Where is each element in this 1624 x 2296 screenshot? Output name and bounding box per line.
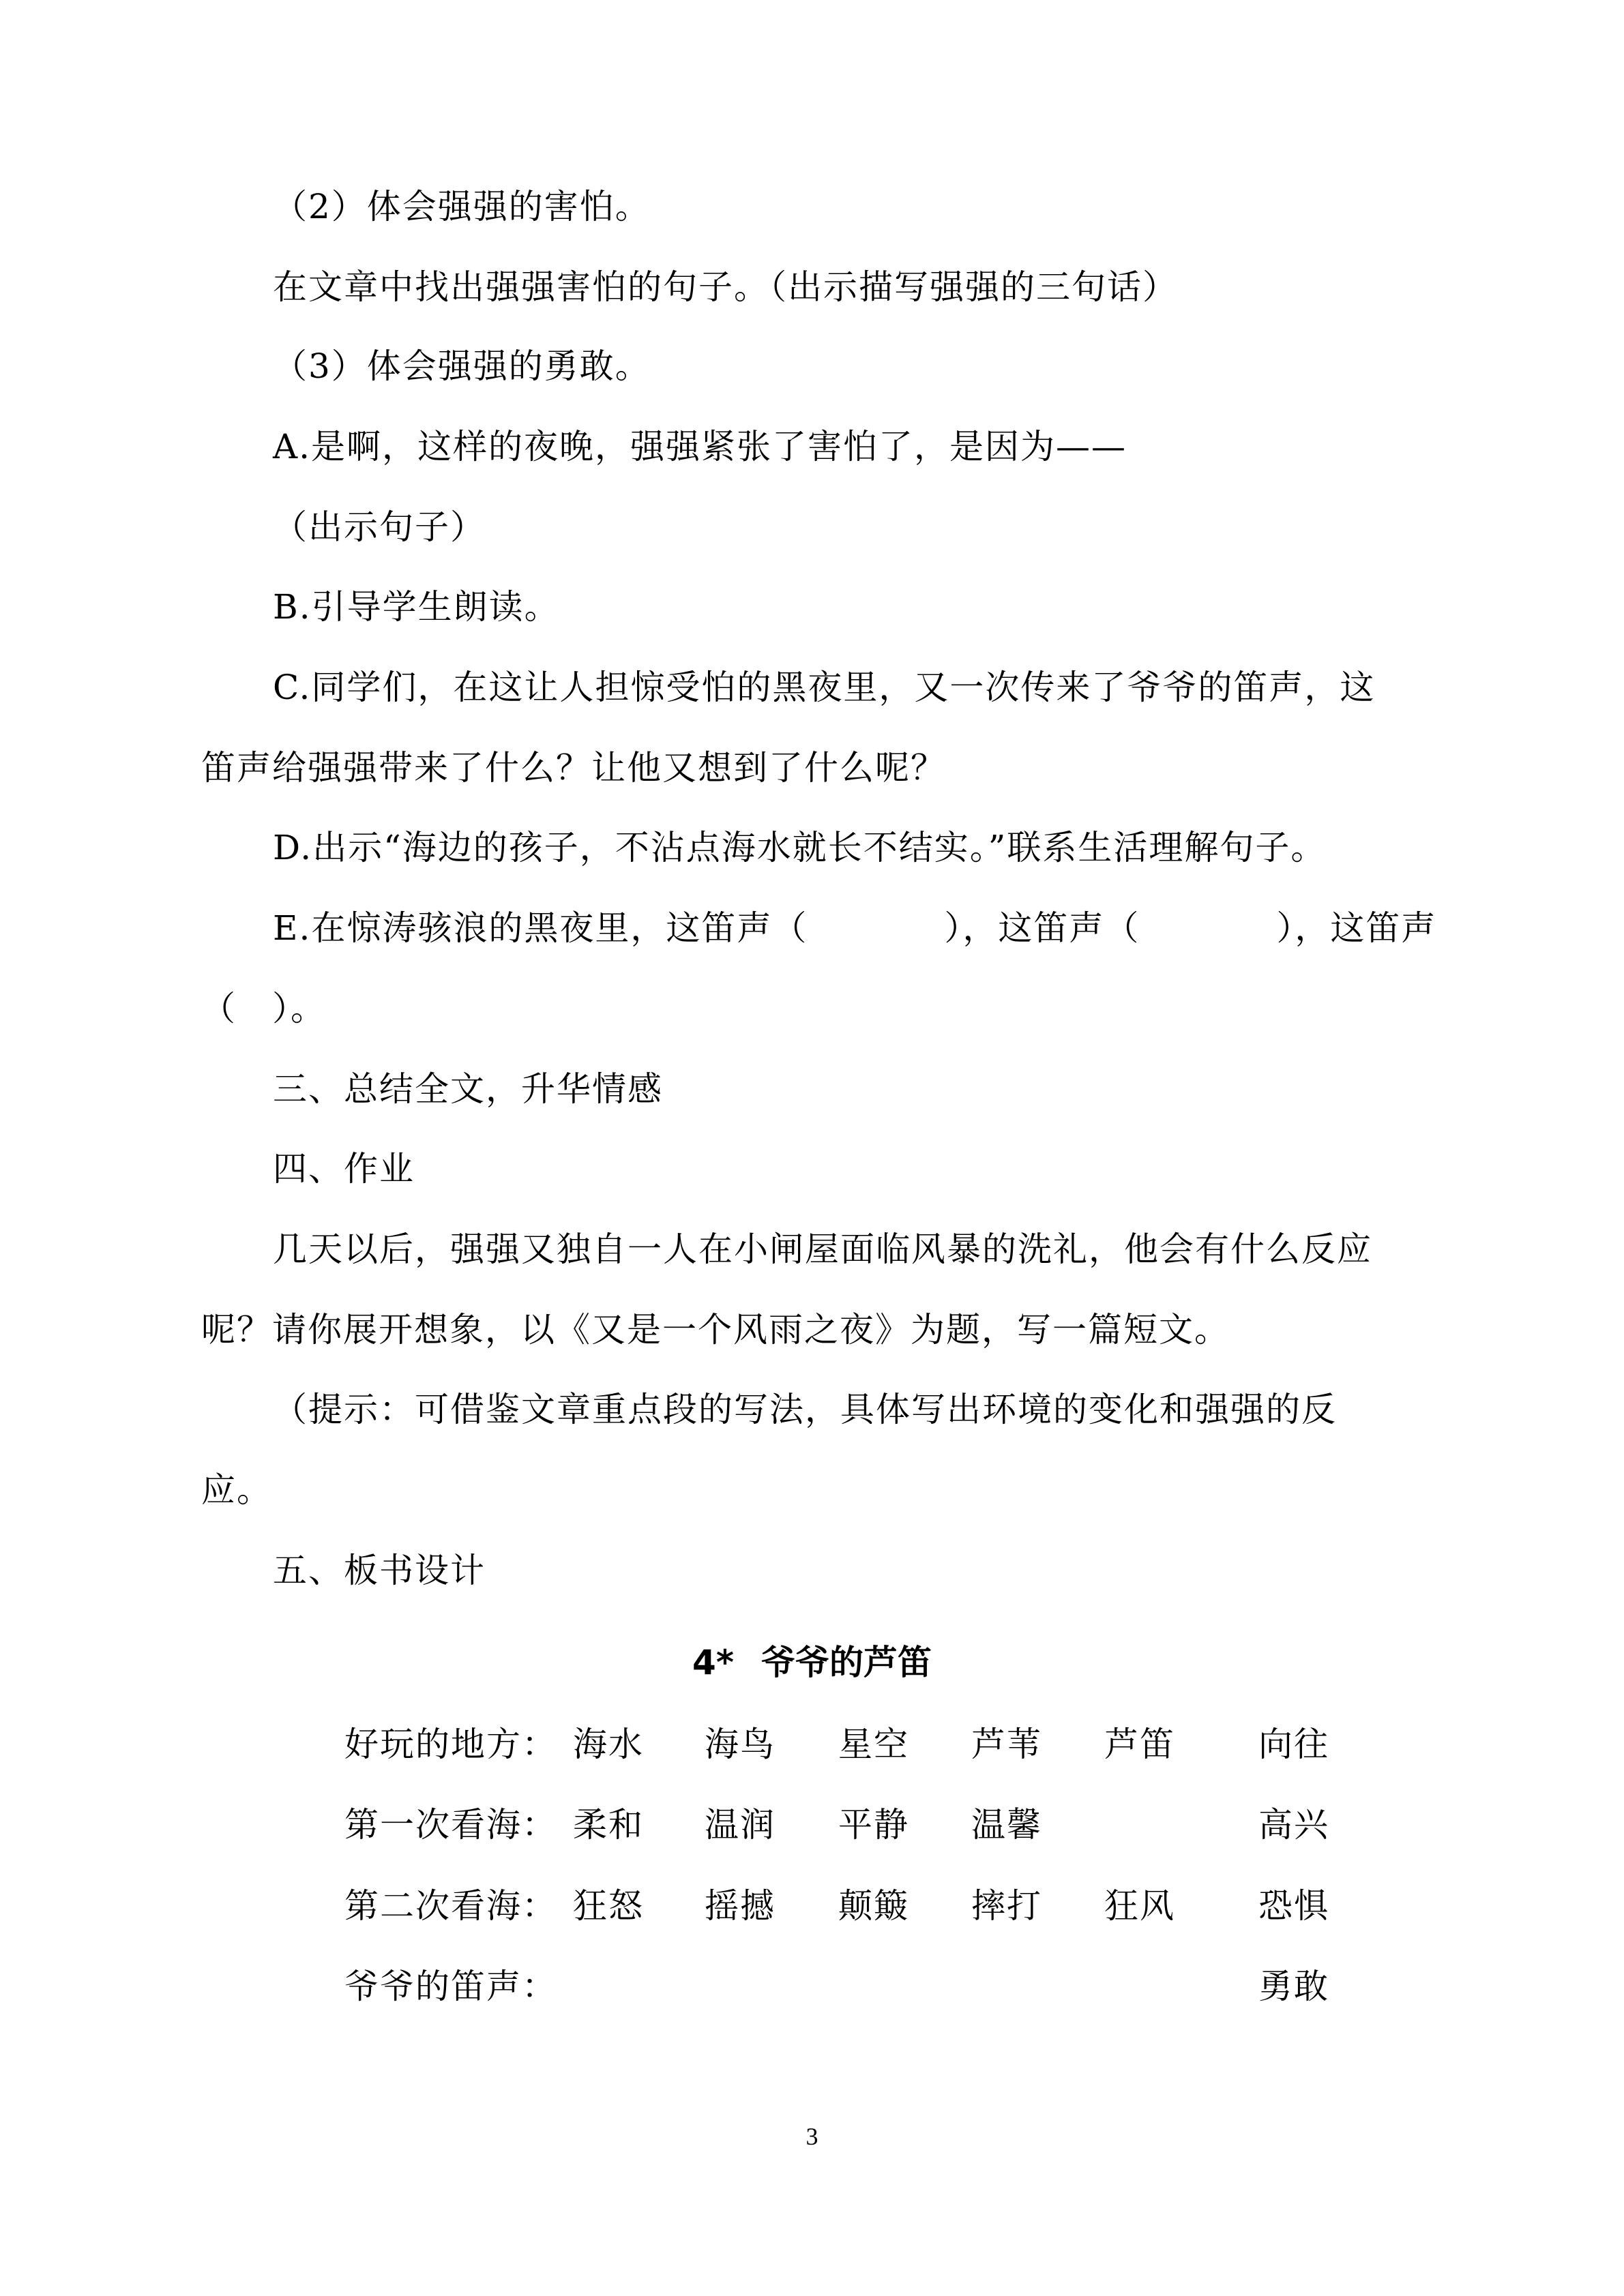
board-word: 狂怒 — [573, 1886, 644, 1926]
paragraph-hint-line1: （提示：可借鉴文章重点段的写法，具体写出环境的变化和强强的反 — [273, 1390, 1337, 1429]
paragraph-experience-fear-heading: （2）体会强强的害怕。 — [273, 187, 651, 226]
board-word: 颠簸 — [838, 1886, 909, 1926]
board-feeling: 勇敢 — [1258, 1967, 1329, 2006]
paragraph-hint-line2: 应。 — [201, 1470, 272, 1510]
step-e-part1: E.在惊涛骇浪的黑夜里，这笛声（ — [273, 908, 808, 948]
board-title-text: 爷爷的芦笛 — [761, 1643, 932, 1682]
paragraph-step-e-line2: （ ）。 — [201, 989, 326, 1028]
board-title-number: 4* — [692, 1643, 734, 1682]
paragraph-step-b: B.引导学生朗读。 — [273, 587, 560, 627]
paragraph-find-fear-sentences: 在文章中找出强强害怕的句子。（出示描写强强的三句话） — [273, 267, 1178, 307]
board-row-label: 第二次看海： — [344, 1886, 557, 1926]
board-row-label: 好玩的地方： — [344, 1725, 557, 1764]
step-e-part3: ），这笛声 — [1276, 908, 1437, 948]
board-feeling: 恐惧 — [1258, 1886, 1329, 1926]
section-summary-heading: 三、总结全文，升华情感 — [273, 1069, 663, 1109]
board-row-label: 爷爷的笛声： — [344, 1967, 557, 2006]
board-word: 平静 — [838, 1805, 909, 1845]
board-word: 狂风 — [1104, 1886, 1175, 1926]
page-number: 3 — [806, 2123, 818, 2150]
board-feeling: 向往 — [1258, 1725, 1329, 1764]
board-word: 芦笛 — [1104, 1725, 1175, 1764]
step-e-part2: ），这笛声（ — [944, 908, 1140, 948]
paragraph-step-a: A.是啊，这样的夜晚，强强紧张了害怕了，是因为—— — [273, 427, 1127, 466]
board-title — [0, 1639, 1624, 1686]
board-word: 星空 — [838, 1725, 909, 1764]
section-homework-heading: 四、作业 — [273, 1149, 415, 1189]
paragraph-step-d: D.出示“海边的孩子，不沾点海水就长不结实。”联系生活理解句子。 — [273, 828, 1327, 867]
paragraph-step-c-line2: 笛声给强强带来了什么？让他又想到了什么呢？ — [201, 748, 946, 788]
section-board-design-heading: 五、板书设计 — [273, 1551, 486, 1590]
paragraph-homework-line2: 呢？请你展开想象，以《又是一个风雨之夜》为题，写一篇短文。 — [201, 1310, 1230, 1350]
board-word: 芦苇 — [971, 1725, 1042, 1764]
paragraph-step-e-line1 — [273, 904, 1436, 952]
board-word: 海鸟 — [705, 1725, 776, 1764]
paragraph-homework-line1: 几天以后，强强又独自一人在小闸屋面临风暴的洗礼，他会有什么反应 — [273, 1229, 1372, 1269]
board-feeling: 高兴 — [1258, 1805, 1329, 1845]
paragraph-experience-courage-heading: （3）体会强强的勇敢。 — [273, 346, 651, 386]
paragraph-show-sentence: （出示句子） — [273, 507, 486, 547]
board-word: 柔和 — [573, 1805, 644, 1845]
board-word: 摇撼 — [705, 1886, 776, 1926]
board-word: 温馨 — [971, 1805, 1042, 1845]
paragraph-step-c-line1: C.同学们，在这让人担惊受怕的黑夜里，又一次传来了爷爷的笛声，这 — [273, 668, 1376, 707]
board-row-label: 第一次看海： — [344, 1805, 557, 1845]
board-word: 摔打 — [971, 1886, 1042, 1926]
board-word: 温润 — [705, 1805, 776, 1845]
board-word: 海水 — [573, 1725, 644, 1764]
